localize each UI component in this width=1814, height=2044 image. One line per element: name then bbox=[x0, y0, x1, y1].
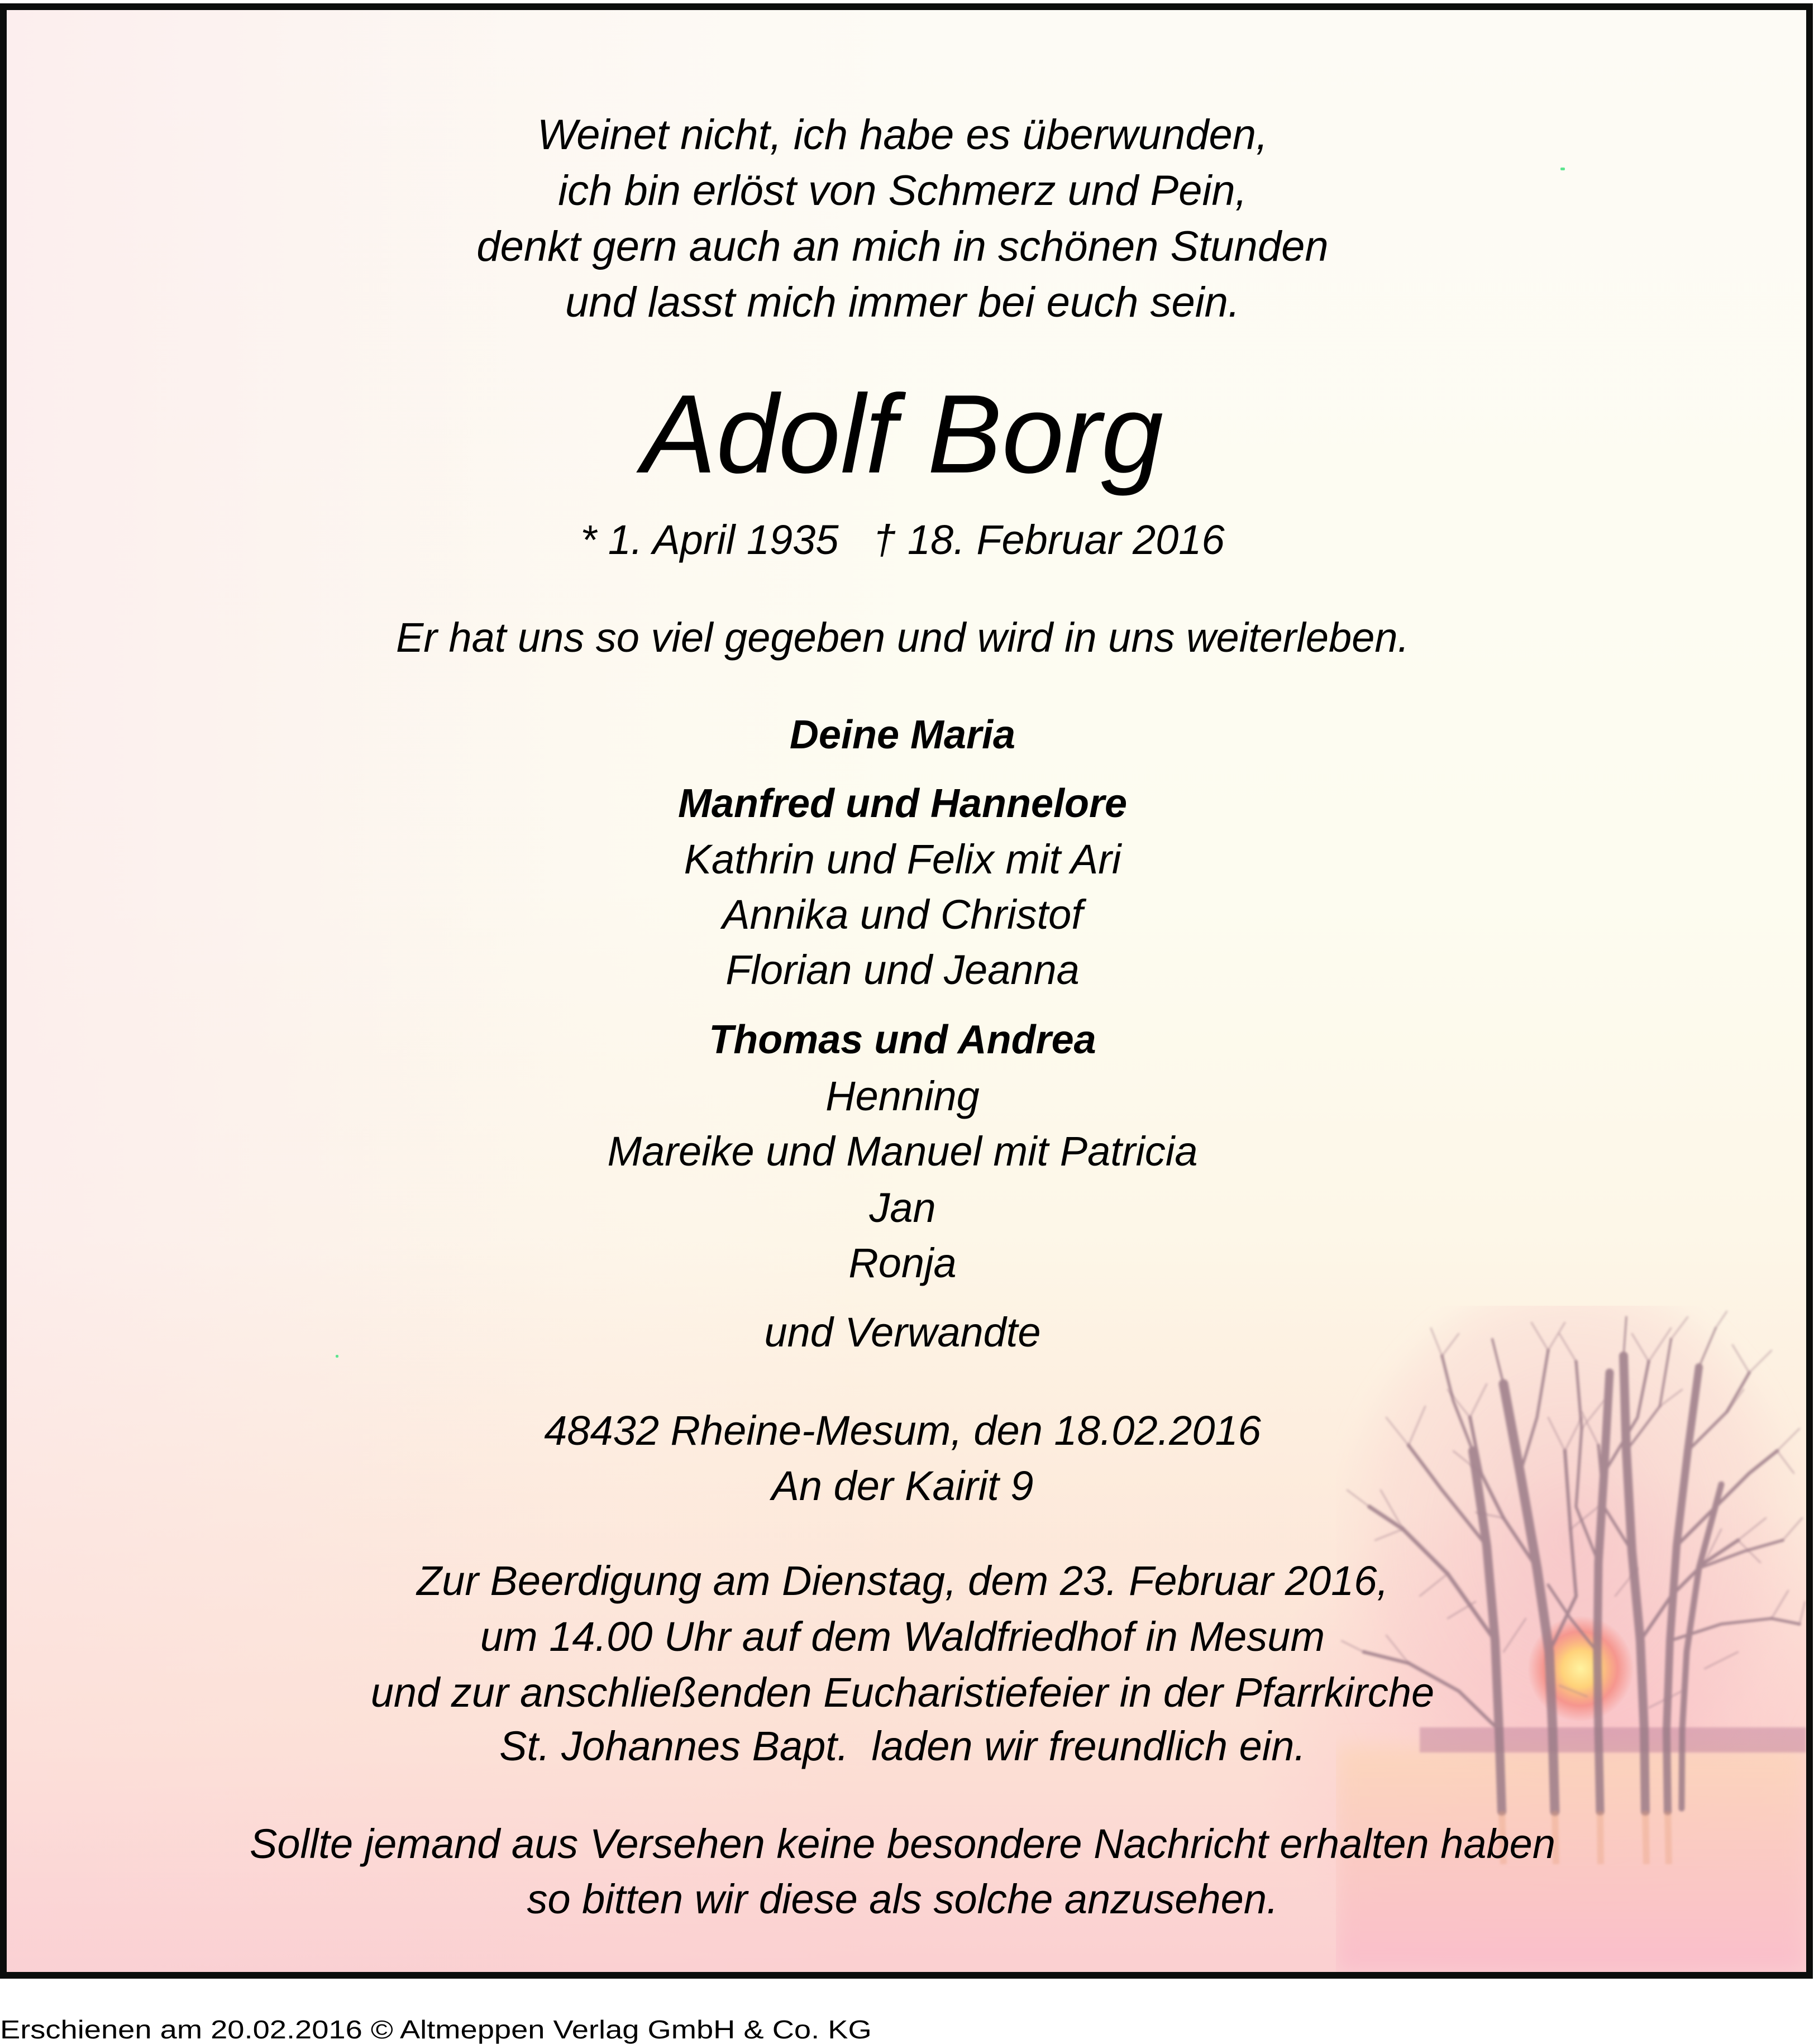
closing-line: so bitten wir diese als solche anzusehen. bbox=[527, 1876, 1278, 1922]
poem-line: denkt gern auch an mich in schönen Stunden bbox=[476, 223, 1329, 270]
funeral-line: Zur Beerdigung am Dienstag, dem 23. Februar 2016, bbox=[417, 1558, 1388, 1604]
deceased-name: Adolf Borg bbox=[642, 372, 1163, 496]
address-place-date: 48432 Rheine-Mesum, den 18.02.2016 bbox=[544, 1407, 1261, 1454]
mourner-family-member: Florian und Jeanna bbox=[725, 947, 1080, 993]
life-dates: * 1. April 1935 † 18. Februar 2016 bbox=[580, 517, 1225, 563]
closing-line: Sollte jemand aus Versehen keine besondere Nachricht erhalten haben bbox=[249, 1821, 1555, 1867]
funeral-line: um 14.00 Uhr auf dem Waldfriedhof in Mesum bbox=[480, 1613, 1325, 1660]
mourner-family-member: Mareike und Manuel mit Patricia bbox=[607, 1128, 1198, 1174]
publication-footer: Erschienen am 20.02.2016 © Altmeppen Verlag GmbH & Co. KG bbox=[0, 2015, 872, 2044]
mourner-relatives: und Verwandte bbox=[764, 1309, 1041, 1355]
mourner-spouse: Deine Maria bbox=[789, 713, 1016, 757]
green-speck bbox=[336, 1355, 338, 1358]
funeral-line: und zur anschließenden Eucharistiefeier in der Pfarrkirche bbox=[370, 1669, 1435, 1716]
mourner-family-member: Jan bbox=[869, 1185, 936, 1231]
tribute-line: Er hat uns so viel gegeben und wird in uns weiterleben. bbox=[395, 614, 1410, 661]
poem-line: Weinet nicht, ich habe es überwunden, bbox=[537, 111, 1268, 159]
mourner-family-head: Manfred und Hannelore bbox=[677, 781, 1128, 826]
mourner-family-member: Ronja bbox=[848, 1240, 957, 1286]
funeral-line: St. Johannes Bapt. laden wir freundlich ein. bbox=[499, 1723, 1306, 1769]
address-street: An der Kairit 9 bbox=[771, 1463, 1034, 1509]
mourner-family-head: Thomas und Andrea bbox=[709, 1018, 1096, 1062]
obituary-frame bbox=[0, 3, 1813, 1979]
poem-line: ich bin erlöst von Schmerz und Pein, bbox=[558, 167, 1247, 214]
mourner-family-member: Kathrin und Felix mit Ari bbox=[684, 836, 1121, 882]
poem-line: und lasst mich immer bei euch sein. bbox=[565, 279, 1240, 326]
mourner-family-member: Annika und Christof bbox=[722, 891, 1083, 938]
mourner-family-member: Henning bbox=[825, 1073, 980, 1119]
